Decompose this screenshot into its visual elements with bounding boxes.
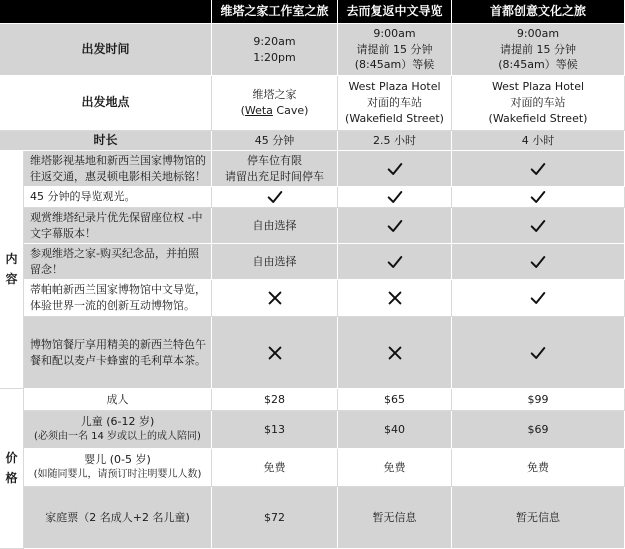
place-street: (Wakefield Street) bbox=[345, 111, 444, 125]
price-capital-culture: $69 bbox=[452, 411, 625, 449]
check-icon bbox=[529, 188, 547, 206]
section-char: 价 bbox=[5, 451, 18, 466]
time-note: 请提前 15 分钟 bbox=[356, 42, 433, 56]
content-row-weta bbox=[212, 151, 338, 187]
section-char: 容 bbox=[5, 271, 18, 286]
section-char: 格 bbox=[5, 470, 18, 485]
price-section-label bbox=[0, 389, 24, 549]
departure-time-capital-culture bbox=[452, 24, 625, 76]
cross-icon bbox=[266, 289, 284, 307]
price-weta: 免费 bbox=[212, 449, 338, 487]
cross-icon bbox=[266, 344, 284, 362]
place-street: (Wakefield Street) bbox=[488, 111, 588, 125]
check-icon bbox=[529, 160, 547, 178]
header-tour-weta: 维塔之家工作室之旅 bbox=[212, 0, 338, 24]
price-weta: $72 bbox=[212, 487, 338, 549]
price-category: 婴儿 (0-5 岁) bbox=[84, 453, 151, 467]
check-icon bbox=[386, 188, 404, 206]
price-label-adult: 成人 bbox=[24, 389, 212, 411]
departure-time-chinese-guided bbox=[338, 24, 452, 76]
cross-icon bbox=[386, 289, 404, 307]
content-row-text: 蒂帕帕新西兰国家博物馆中文导览，体验世界一流的创新互动博物馆。 bbox=[24, 280, 212, 317]
content-row-chinese-guided bbox=[338, 208, 452, 244]
duration-chinese-guided: 2.5 小时 bbox=[338, 131, 452, 151]
paren-open: ( bbox=[240, 104, 245, 117]
time-value: 9:20am bbox=[253, 34, 296, 48]
content-section-label bbox=[0, 151, 24, 389]
check-icon bbox=[266, 188, 284, 206]
price-chinese-guided: $40 bbox=[338, 411, 452, 449]
content-row-chinese-guided bbox=[338, 280, 452, 317]
price-label-infant bbox=[24, 449, 212, 487]
content-row-chinese-guided bbox=[338, 244, 452, 280]
time-value: 9:00am bbox=[516, 26, 560, 40]
departure-place-chinese-guided bbox=[338, 76, 452, 131]
check-icon bbox=[529, 253, 547, 271]
content-row-chinese-guided bbox=[338, 151, 452, 187]
content-row-capital-culture bbox=[452, 244, 625, 280]
place-detail: 对面的车站 bbox=[510, 96, 566, 110]
content-row-text: 参观维塔之家-购买纪念品，并拍照留念！ bbox=[24, 244, 212, 280]
price-label-child bbox=[24, 411, 212, 449]
departure-place-capital-culture bbox=[452, 76, 625, 131]
content-row-weta bbox=[212, 280, 338, 317]
price-chinese-guided: 暂无信息 bbox=[338, 487, 452, 549]
content-row-chinese-guided bbox=[338, 317, 452, 389]
price-capital-culture: 暂无信息 bbox=[452, 487, 625, 549]
price-note: (如随同婴儿，请预订时注明婴儿人数) bbox=[33, 469, 202, 481]
content-row-capital-culture bbox=[452, 317, 625, 389]
time-note: (8:45am）等候 bbox=[498, 58, 578, 72]
content-row-capital-culture bbox=[452, 187, 625, 208]
header-corner bbox=[0, 0, 212, 24]
place-name: West Plaza Hotel bbox=[491, 80, 585, 94]
content-row-weta: 自由选择 bbox=[212, 244, 338, 280]
check-icon bbox=[386, 253, 404, 271]
price-weta: $13 bbox=[212, 411, 338, 449]
content-row-text: 维塔影视基地和新西兰国家博物馆的往返交通，惠灵顿电影相关地标铭！ bbox=[24, 151, 212, 187]
price-label-family: 家庭票（2 名成人+2 名儿童) bbox=[24, 487, 212, 549]
header-tour-chinese-guided: 去而复返中文导览 bbox=[338, 0, 452, 24]
time-note: (8:45am）等候 bbox=[354, 58, 435, 72]
price-chinese-guided: 免费 bbox=[338, 449, 452, 487]
place-detail: 对面的车站 bbox=[367, 96, 422, 110]
check-icon bbox=[386, 217, 404, 235]
departure-place-weta bbox=[212, 76, 338, 131]
content-row-text: 45 分钟的导览观光。 bbox=[24, 187, 212, 208]
check-icon bbox=[386, 160, 404, 178]
content-row-capital-culture bbox=[452, 208, 625, 244]
content-row-text: 观赏维塔纪录片优先保留座位权 -中文字幕版本！ bbox=[24, 208, 212, 244]
content-row-text: 博物馆餐厅享用精美的新西兰特色午餐和配以麦卢卡蜂蜜的毛利草本茶。 bbox=[24, 317, 212, 389]
price-capital-culture: 免费 bbox=[452, 449, 625, 487]
time-note: 请提前 15 分钟 bbox=[500, 42, 576, 56]
price-weta: $28 bbox=[212, 389, 338, 411]
header-tour-capital-culture: 首都创意文化之旅 bbox=[452, 0, 625, 24]
content-row-weta bbox=[212, 187, 338, 208]
time-value: 1:20pm bbox=[253, 50, 296, 64]
departure-time-weta bbox=[212, 24, 338, 76]
check-icon bbox=[529, 289, 547, 307]
price-chinese-guided: $65 bbox=[338, 389, 452, 411]
price-note: (必须由一名 14 岁或以上的成人陪同) bbox=[34, 431, 201, 443]
parking-note: 请留出充足时间停车 bbox=[225, 169, 324, 183]
section-char: 内 bbox=[5, 252, 18, 267]
check-icon bbox=[529, 344, 547, 362]
content-row-weta: 自由选择 bbox=[212, 208, 338, 244]
content-row-capital-culture bbox=[452, 151, 625, 187]
place-detail bbox=[241, 103, 309, 119]
place-name: West Plaza Hotel bbox=[348, 80, 441, 94]
weta-link[interactable]: Weta bbox=[244, 104, 273, 117]
duration-capital-culture: 4 小时 bbox=[452, 131, 625, 151]
parking-note: 停车位有限 bbox=[247, 153, 302, 167]
duration-label: 时长 bbox=[0, 131, 212, 151]
duration-weta: 45 分钟 bbox=[212, 131, 338, 151]
content-row-weta bbox=[212, 317, 338, 389]
place-name: 维塔之家 bbox=[252, 88, 297, 102]
departure-place-label: 出发地点 bbox=[0, 76, 212, 131]
content-row-chinese-guided bbox=[338, 187, 452, 208]
content-row-capital-culture bbox=[452, 280, 625, 317]
time-value: 9:00am bbox=[373, 26, 416, 40]
cross-icon bbox=[386, 344, 404, 362]
check-icon bbox=[529, 217, 547, 235]
price-capital-culture: $99 bbox=[452, 389, 625, 411]
departure-time-label: 出发时间 bbox=[0, 24, 212, 76]
place-suffix: Cave) bbox=[272, 104, 309, 117]
price-category: 儿童 (6-12 岁) bbox=[80, 415, 155, 429]
